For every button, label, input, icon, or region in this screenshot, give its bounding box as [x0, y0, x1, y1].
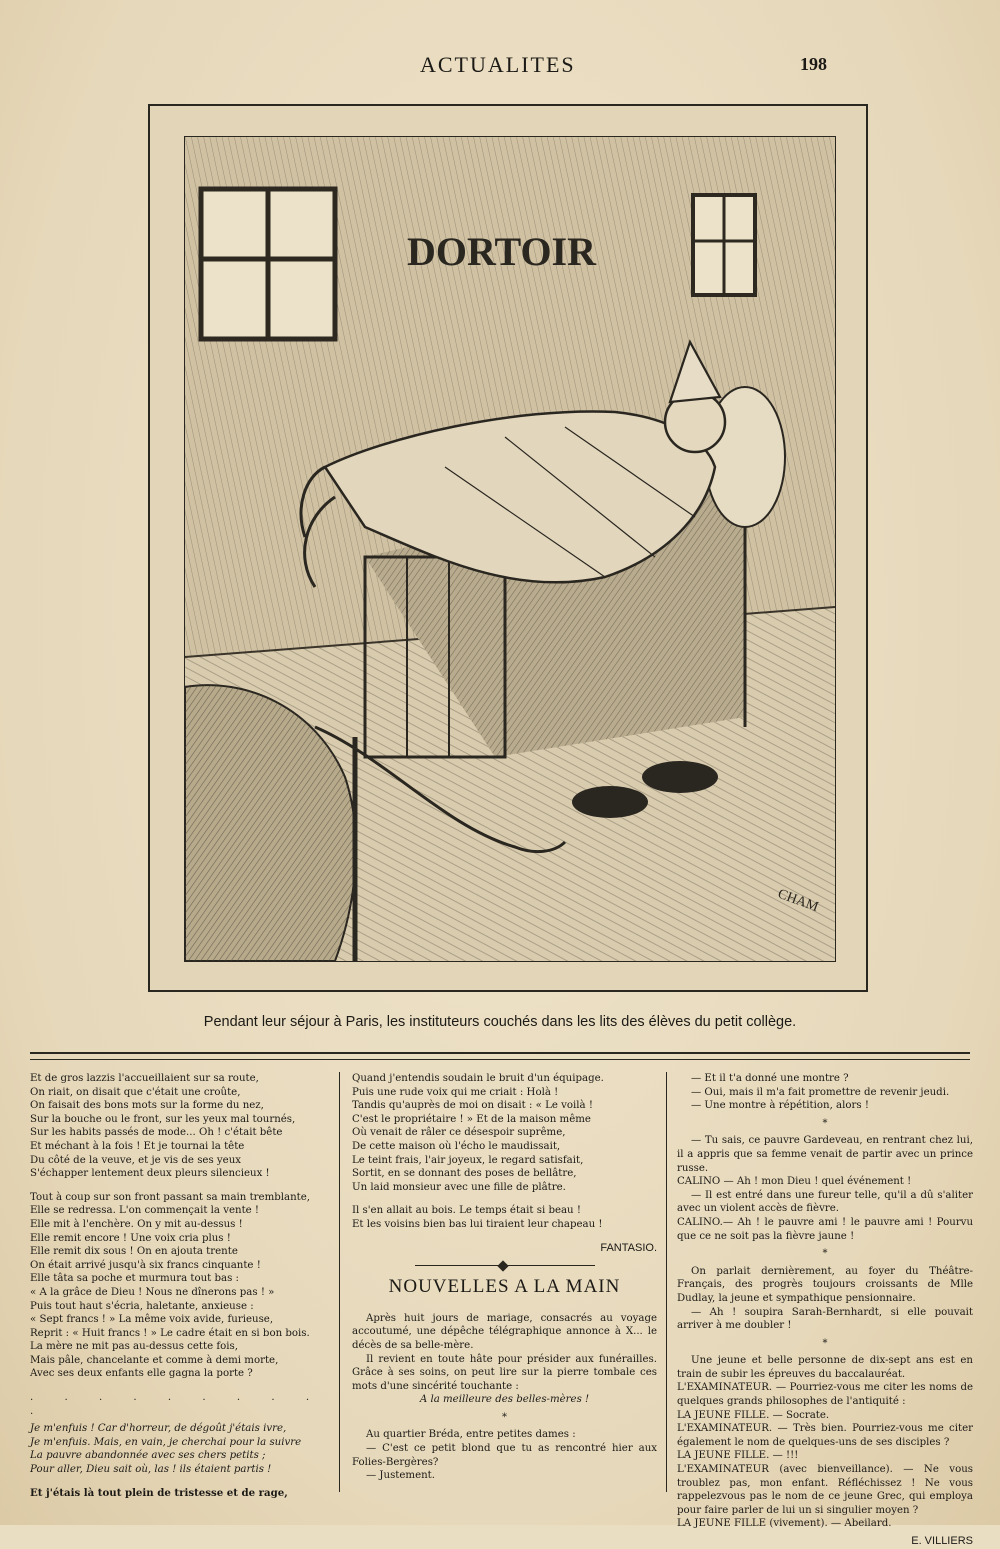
verse-line: Et méchant à la fois ! Et je tournai la tête	[30, 1140, 245, 1152]
verse-line: Puis tout haut s'écria, haletante, anxieuse :	[30, 1300, 254, 1312]
ornament-rule	[415, 1265, 595, 1266]
verse-line: Tandis qu'auprès de moi on disait : « Le voilà !	[352, 1100, 593, 1112]
verse-line: Un laid monsieur avec une fille de plâtre.	[352, 1181, 566, 1193]
paragraph: — Il est entré dans une fureur telle, qu'il a dû s'aliter avec un violent accès de fièvre.	[677, 1189, 973, 1215]
illustration	[184, 136, 836, 962]
verse-line: Sortit, en se donnant des poses de bellâtre,	[352, 1168, 577, 1180]
verse-line: Le teint frais, l'air joyeux, le regard satisfait,	[352, 1154, 584, 1166]
verse-line: Où venait de râler ce désespoir suprême,	[352, 1127, 566, 1139]
epitaph: A la meilleure des belles-mères !	[419, 1394, 590, 1406]
column-2	[352, 1072, 657, 1483]
dialogue-line: — Justement.	[366, 1470, 436, 1482]
dialogue-line: L'EXAMINATEUR. — Très bien. Pourriez-vous me citer également le nom de quelques-uns de ses disciples ?	[677, 1423, 973, 1448]
stanza	[30, 1072, 335, 1181]
dialogue-line: — C'est ce petit blond que tu as rencontré hier aux Folies-Bergères?	[352, 1443, 657, 1468]
verse-line: « Sept francs ! » La même voix avide, furieuse,	[30, 1314, 274, 1326]
verse-line: Elle tâta sa poche et murmura tout bas :	[30, 1273, 239, 1285]
verse-line: Et de gros lazzis l'accueillaient sur sa route,	[30, 1073, 259, 1084]
verse-line: Mais pâle, chancelante et comme à demi morte,	[30, 1354, 279, 1366]
stanza	[352, 1204, 657, 1231]
stanza	[30, 1191, 335, 1381]
ellipsis-row: . . . . . . . . . .	[30, 1392, 324, 1417]
verse-line: On faisait des bons mots sur la forme du nez,	[30, 1100, 264, 1112]
verse-line: Sur les habits passés de mode... Oh ! c'était bête	[30, 1127, 283, 1139]
dialogue-line: LA JEUNE FILLE. — !!!	[677, 1450, 799, 1462]
verse-line: Je m'enfuis. Mais, en vain, je cherchai pour la suivre	[30, 1436, 302, 1448]
dialogue-line: L'EXAMINATEUR (avec bienveillance). — Ne vous troublez pas, mon enfant. Réfléchissez ! Ne vous rappelezvous pas le nom de ce jeune Grec, qui employa pour faire parler de lui un si singulier moyen ?	[677, 1464, 973, 1516]
paragraph: Après huit jours de mariage, consacrés au voyage accoutumé, une dépêche télégraphique annonce à X... le décès de sa belle-mère.	[352, 1312, 657, 1351]
verse-line: On était arrivé jusqu'à six francs cinquante !	[30, 1259, 261, 1271]
news-section-title: NOUVELLES A LA MAIN	[388, 1276, 621, 1298]
page-number: 198	[800, 54, 827, 74]
column-1-poem	[30, 1072, 335, 1500]
stanza	[352, 1072, 657, 1194]
verse-line: De cette maison où l'écho le maudissait,	[352, 1140, 561, 1152]
dialogue-line: — Et il t'a donné une montre ?	[691, 1073, 849, 1084]
stanza	[30, 1422, 335, 1476]
verse-line: Reprit : « Huit francs ! » Le cadre était en si bon bois.	[30, 1327, 310, 1339]
verse-line: Du côté de la veuve, et je vis de ses yeux	[30, 1154, 242, 1166]
section-rule	[30, 1052, 970, 1060]
paragraph: Il revient en toute hâte pour présider aux funérailles. Grâce à ses soins, on peut lire sur la pierre tombale ces mots d'une sincérité touchante :	[352, 1353, 657, 1392]
paragraph: Une jeune et belle personne de dix-sept ans est en train de subir les épreuves du baccalauréat.	[677, 1355, 973, 1380]
asterism: *	[822, 1248, 828, 1260]
dortoir-sign: DORTOIR	[407, 229, 597, 274]
verse-line: Tout à coup sur son front passant sa main tremblante,	[30, 1191, 311, 1203]
dialogue-line: L'EXAMINATEUR. — Pourriez-vous me citer les noms de quelques grands philosophes de l'antiquité :	[677, 1382, 973, 1408]
illustration-frame	[148, 104, 868, 992]
verse-line: On riait, on disait que c'était une croûte,	[30, 1086, 241, 1098]
verse-line: Elle mit à l'enchère. On y mit au-dessus !	[30, 1218, 243, 1230]
article-signature: E. VILLIERS	[911, 1535, 973, 1547]
dialogue-line: — Une montre à répétition, alors !	[691, 1100, 869, 1112]
dialogue-line: LA JEUNE FILLE. — Socrate.	[677, 1409, 830, 1421]
verse-line: Et j'étais là tout plein de tristesse et de rage,	[30, 1486, 288, 1499]
column-separator	[666, 1072, 667, 1492]
verse-line: Il s'en allait au bois. Le temps était si beau !	[352, 1205, 581, 1217]
verse-line: La pauvre abandonnée avec ses chers petits ;	[30, 1450, 266, 1462]
news-items	[352, 1312, 657, 1483]
verse-line: Puis une rude voix qui me criait : Holà !	[352, 1086, 559, 1098]
paragraph: On parlait dernièrement, au foyer du Théâtre-Français, des progrès toujours croissants de Mlle Dudlay, la jeune et sympathique pensionnaire.	[677, 1265, 973, 1304]
verse-line: « A la grâce de Dieu ! Nous ne dînerons pas ! »	[30, 1286, 275, 1298]
verse-line: Je m'enfuis ! Car d'horreur, de dégoût j'étais ivre,	[30, 1423, 287, 1435]
verse-line: Quand j'entendis soudain le bruit d'un équipage.	[352, 1073, 604, 1084]
dialogue-line: LA JEUNE FILLE (vivement). — Abeilard.	[677, 1518, 892, 1530]
window-left	[201, 189, 335, 339]
verse-line: Avec ses deux enfants elle gagna la porte ?	[30, 1368, 253, 1380]
verse-line: Elle remit dix sous ! On en ajouta trente	[30, 1246, 238, 1258]
lithograph-drawing	[185, 137, 835, 961]
verse-line: Pour aller, Dieu sait où, las ! ils étaient partis !	[30, 1464, 272, 1476]
dialogue-line: CALINO — Ah ! mon Dieu ! quel événement !	[677, 1176, 912, 1188]
asterism: *	[822, 1117, 828, 1129]
column-3	[677, 1072, 973, 1549]
section-title: ACTUALITES	[420, 52, 576, 77]
verse-line: Elle remit encore ! Une voix cria plus !	[30, 1232, 231, 1244]
column-separator	[339, 1072, 340, 1492]
verse-line: Sur la bouche ou le front, sur les yeux mal tournés,	[30, 1113, 296, 1125]
paragraph: — Ah ! soupira Sarah-Bernhardt, si elle pouvait arriver à me doubler !	[677, 1306, 973, 1332]
window-right	[693, 195, 755, 295]
verse-line: La mère ne mit pas au-dessus cette fois,	[30, 1341, 238, 1353]
poem-signature: FANTASIO.	[600, 1241, 657, 1254]
verse-line: Et les voisins bien bas lui tiraient leur chapeau !	[352, 1218, 603, 1230]
verse-line: C'est le propriétaire ! » Et de la maison même	[352, 1113, 591, 1125]
verse-line: Elle se redressa. L'on commençait la vente !	[30, 1205, 260, 1217]
asterism: *	[502, 1411, 507, 1423]
paragraph: — Tu sais, ce pauvre Gardeveau, en rentrant chez lui, il a appris que sa femme venait de partir avec un prince russe.	[677, 1135, 973, 1174]
verse-line: S'échapper lentement deux pleurs silencieux !	[30, 1168, 270, 1180]
paragraph: Au quartier Bréda, entre petites dames :	[366, 1429, 576, 1441]
dialogue-line: — Oui, mais il m'a fait promettre de revenir jeudi.	[691, 1086, 950, 1098]
asterism: *	[822, 1337, 828, 1349]
illustration-caption: Pendant leur séjour à Paris, les instituteurs couchés dans les lits des élèves du petit collège.	[203, 1014, 797, 1030]
dialogue-line: CALINO.— Ah ! le pauvre ami ! le pauvre ami ! Pourvu que ce ne soit pas la fièvre jaune !	[677, 1216, 973, 1242]
artist-signature: CHAM	[775, 886, 821, 916]
